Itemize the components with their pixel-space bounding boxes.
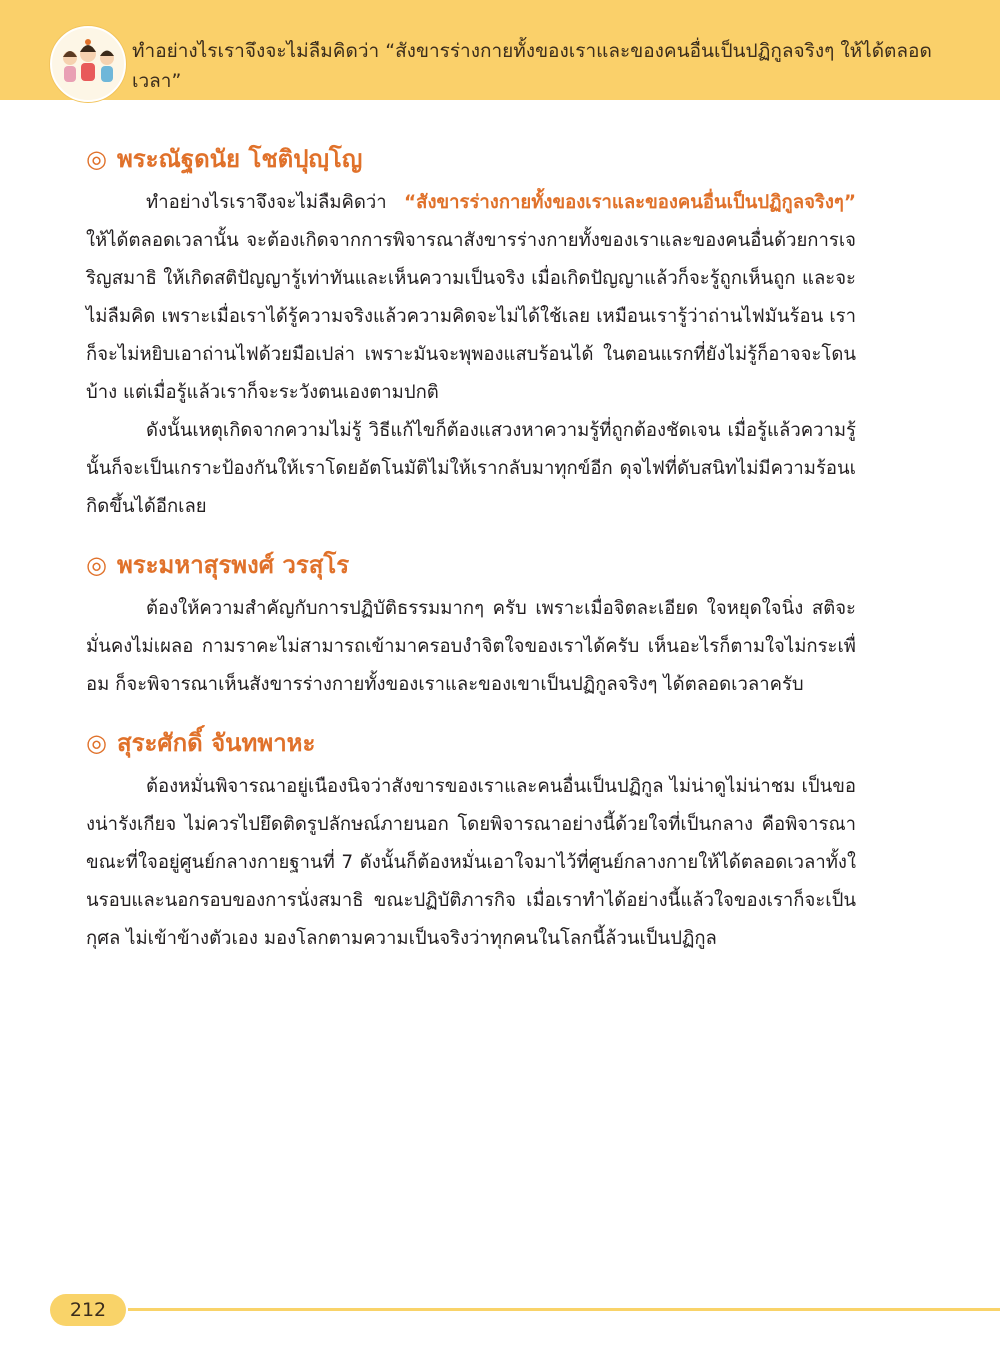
article-body (86, 138, 856, 976)
page-header (0, 0, 1000, 100)
cartoon-characters-emblem (50, 26, 126, 102)
chapter-title: ทำอย่างไรเราจึงจะไม่ลืมคิดว่า “สังขารร่างกายทั้งของเราและของคนอื่นเป็นปฏิกูลจริงๆ ให้ได้ตลอดเวลา” (132, 40, 932, 92)
paragraph-text: ทำอย่างไรเราจึงจะไม่ลืมคิดว่า (146, 192, 404, 213)
speaker-heading (86, 722, 856, 764)
answer-section-2 (86, 544, 856, 704)
page-number-badge: 212 (50, 1294, 126, 1326)
footer-rule (128, 1308, 1000, 1311)
bullseye-bullet-icon: ◎ (86, 145, 107, 173)
speaker-name: พระณัฐดนัย โชติปุญฺโญ (116, 145, 363, 173)
bullseye-bullet-icon: ◎ (86, 551, 107, 579)
paragraph (86, 184, 856, 412)
speaker-heading (86, 138, 856, 180)
answer-section-1 (86, 138, 856, 526)
bullseye-bullet-icon: ◎ (86, 729, 107, 757)
cartoon-characters-icon (52, 28, 124, 100)
paragraph: ดังนั้นเหตุเกิดจากความไม่รู้ วิธีแก้ไขก็ต้องแสวงหาความรู้ที่ถูกต้องชัดเจน เมื่อรู้แล้วความรู้นั้นก็จะเป็นเกราะป้องกันให้เราโดยอัตโนมัติไม่ให้เรากลับมาทุกข์อีก ดุจไฟที่ดับสนิทไม่มีความร้อนเกิดขึ้นได้อีกเลย (86, 420, 856, 517)
answer-section-3 (86, 722, 856, 958)
speaker-name: สุระศักดิ์ จันทพาหะ (116, 729, 316, 757)
speaker-heading (86, 544, 856, 586)
highlighted-quote: “สังขารร่างกายทั้งของเราและของคนอื่นเป็นปฏิกูลจริงๆ” (404, 192, 856, 213)
paragraph: ต้องให้ความสำคัญกับการปฏิบัติธรรมมากๆ ครับ เพราะเมื่อจิตละเอียด ใจหยุดใจนิ่ง สติจะมั่นคงไม่เผลอ กามราคะไม่สามารถเข้ามาครอบงำจิตใจของเราได้ครับ เห็นอะไรก็ตามใจไม่กระเพื่อม ก็จะพิจารณาเห็นสังขารร่างกายทั้งของเราและของเขาเป็นปฏิกูลจริงๆ ได้ตลอดเวลาครับ (86, 598, 856, 695)
paragraph: ต้องหมั่นพิจารณาอยู่เนืองนิจว่าสังขารของเราและคนอื่นเป็นปฏิกูล ไม่น่าดูไม่น่าชม เป็นของน่ารังเกียจ ไม่ควรไปยึดติดรูปลักษณ์ภายนอก โดยพิจารณาอย่างนี้ด้วยใจที่เป็นกลาง คือพิจารณาขณะที่ใจอยู่ศูนย์กลางกายฐานที่ 7 ดังนั้นก็ต้องหมั่นเอาใจมาไว้ที่ศูนย์กลางกายให้ได้ตลอดเวลาทั้งในรอบและนอกรอบของการนั่งสมาธิ ขณะปฏิบัติภารกิจ เมื่อเราทำได้อย่างนี้แล้วใจของเราก็จะเป็นกุศล ไม่เข้าข้างตัวเอง มองโลกตามความเป็นจริงว่าทุกคนในโลกนี้ล้วนเป็นปฏิกูล (86, 776, 856, 949)
speaker-name: พระมหาสุรพงศ์ วรสุโร (116, 551, 350, 579)
paragraph-text: ให้ได้ตลอดเวลานั้น จะต้องเกิดจากการพิจารณาสังขารร่างกายทั้งของเราและของคนอื่นด้วยการเจริญสมาธิ ให้เกิดสติปัญญารู้เท่าทันและเห็นความเป็นจริง เมื่อเกิดปัญญาแล้วก็จะรู้ถูกเห็นถูก และจะไม่ลืมคิด เพราะเมื่อเราได้รู้ความจริงแล้วความคิดจะไม่ได้ใช้เลย เหมือนเรารู้ว่าถ่านไฟมันร้อน เราก็จะไม่หยิบเอาถ่านไฟด้วยมือเปล่า เพราะมันจะพุพองแสบร้อนได้ ในตอนแรกที่ยังไม่รู้ก็อาจจะโดนบ้าง แต่เมื่อรู้แล้วเราก็จะระวังตนเองตามปกติ (86, 230, 856, 403)
